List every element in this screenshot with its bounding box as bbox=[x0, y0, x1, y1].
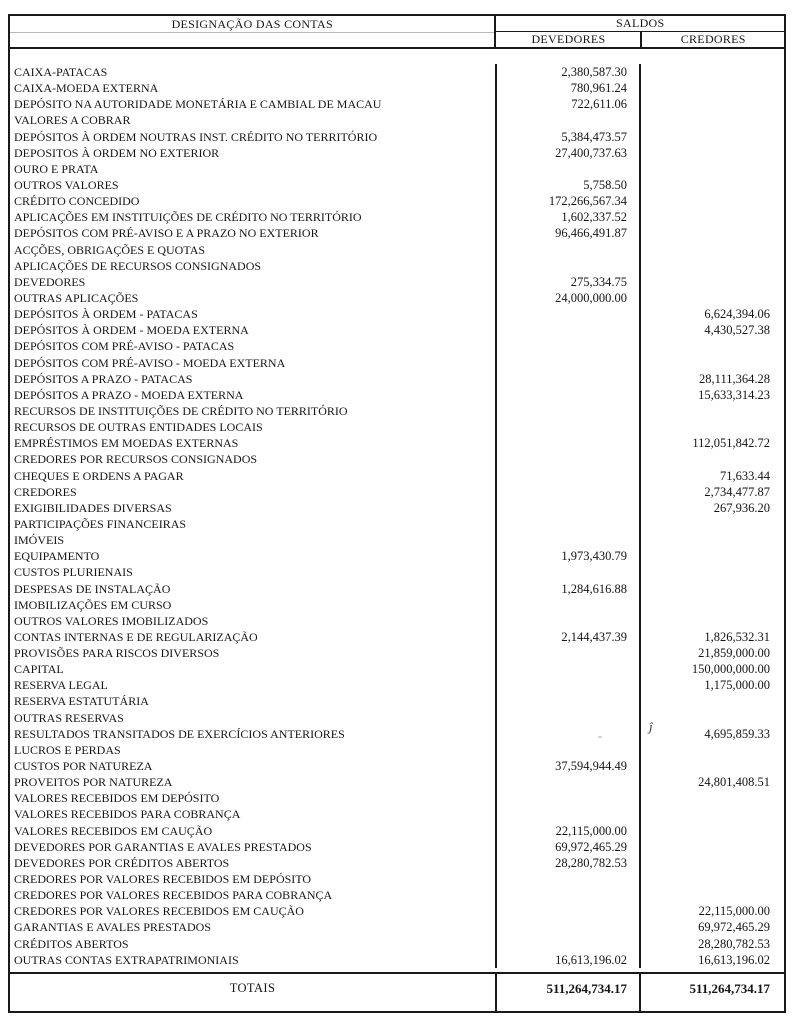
devedores-value bbox=[497, 806, 641, 822]
table-row bbox=[10, 274, 784, 290]
table-row bbox=[10, 468, 784, 484]
credores-value bbox=[641, 839, 784, 855]
account-label: RESERVA ESTATUTÁRIA bbox=[10, 693, 497, 709]
table-row bbox=[10, 758, 784, 774]
account-label: OUTRAS APLICAÇÕES bbox=[10, 290, 497, 306]
table-row bbox=[10, 693, 784, 709]
account-label: DEPÓSITOS A PRAZO - MOEDA EXTERNA bbox=[10, 387, 497, 403]
account-label: EXIGIBILIDADES DIVERSAS bbox=[10, 500, 497, 516]
credores-value bbox=[641, 274, 784, 290]
devedores-value bbox=[497, 710, 641, 726]
devedores-value: 24,000,000.00 bbox=[497, 290, 641, 306]
devedores-value bbox=[497, 903, 641, 919]
table-row bbox=[10, 177, 784, 193]
credores-value bbox=[641, 532, 784, 548]
account-label: DEPÓSITO NA AUTORIDADE MONETÁRIA E CAMBIAL DE MACAU bbox=[10, 96, 497, 112]
credores-value: 267,936.20 bbox=[713, 500, 770, 515]
table-row bbox=[10, 371, 784, 387]
devedores-value: 5,384,473.57 bbox=[497, 129, 641, 145]
account-label: EMPRÉSTIMOS EM MOEDAS EXTERNAS bbox=[10, 435, 497, 451]
account-label: CHEQUES E ORDENS A PAGAR bbox=[10, 468, 497, 484]
devedores-value: 1,284,616.88 bbox=[497, 581, 641, 597]
devedores-value: 2,380,587.30 bbox=[497, 64, 641, 80]
credores-value bbox=[641, 887, 784, 903]
devedores-value: 5,758.50 bbox=[497, 177, 641, 193]
account-label: APLICAÇÕES EM INSTITUIÇÕES DE CRÉDITO NO TERRITÓRIO bbox=[10, 209, 497, 225]
devedores-value: 172,266,567.34 bbox=[497, 193, 641, 209]
credores-value: 28,280,782.53 bbox=[698, 936, 770, 951]
account-label: RECURSOS DE OUTRAS ENTIDADES LOCAIS bbox=[10, 419, 497, 435]
devedores-value: 1,602,337.52 bbox=[497, 209, 641, 225]
credores-value bbox=[641, 758, 784, 774]
credores-value: 28,111,364.28 bbox=[699, 371, 770, 386]
table-row bbox=[10, 710, 784, 726]
devedores-value: 2,144,437.39 bbox=[497, 629, 641, 645]
account-label: VALORES RECEBIDOS EM CAUÇÃO bbox=[10, 823, 497, 839]
account-label: DEPÓSITOS À ORDEM - PATACAS bbox=[10, 306, 497, 322]
devedores-value bbox=[497, 516, 641, 532]
credores-value bbox=[641, 742, 784, 758]
table-row bbox=[10, 855, 784, 871]
credores-value bbox=[641, 193, 784, 209]
scan-artifact-mark: ĵ bbox=[649, 719, 653, 734]
devedores-value bbox=[497, 887, 641, 903]
credores-value bbox=[641, 790, 784, 806]
totals-credores-value: 511,264,734.17 bbox=[689, 981, 770, 996]
devedores-value bbox=[497, 936, 641, 952]
table-row bbox=[10, 806, 784, 822]
credores-value bbox=[641, 225, 784, 241]
credores-value bbox=[641, 242, 784, 258]
table-row bbox=[10, 823, 784, 839]
devedores-value bbox=[497, 306, 641, 322]
credores-value bbox=[641, 871, 784, 887]
table-row bbox=[10, 597, 784, 613]
devedores-value bbox=[497, 774, 641, 790]
credores-value: 2,734,477.87 bbox=[704, 484, 770, 499]
credores-value bbox=[641, 516, 784, 532]
devedores-value bbox=[497, 661, 641, 677]
account-label: DEPÓSITOS À ORDEM - MOEDA EXTERNA bbox=[10, 322, 497, 338]
table-row bbox=[10, 500, 784, 516]
account-label: APLICAÇÕES DE RECURSOS CONSIGNADOS bbox=[10, 258, 497, 274]
devedores-value bbox=[497, 403, 641, 419]
header-designacao-das-contas: DESIGNAÇÃO DAS CONTAS bbox=[10, 16, 496, 47]
table-row bbox=[10, 516, 784, 532]
table-row bbox=[10, 564, 784, 580]
scan-artifact-dash: - bbox=[598, 729, 602, 743]
credores-value bbox=[641, 96, 784, 112]
devedores-value bbox=[497, 451, 641, 467]
devedores-value: 69,972,465.29 bbox=[497, 839, 641, 855]
devedores-value bbox=[497, 645, 641, 661]
table-row bbox=[10, 322, 784, 338]
credores-value bbox=[641, 338, 784, 354]
devedores-value bbox=[497, 742, 641, 758]
table-row bbox=[10, 613, 784, 629]
credores-value bbox=[641, 855, 784, 871]
account-label: OUTROS VALORES IMOBILIZADOS bbox=[10, 613, 497, 629]
credores-value: 4,430,527.38 bbox=[704, 323, 770, 338]
credores-value bbox=[641, 177, 784, 193]
devedores-value bbox=[497, 322, 641, 338]
account-label: CAIXA-MOEDA EXTERNA bbox=[10, 80, 497, 96]
table-row bbox=[10, 839, 784, 855]
table-row bbox=[10, 80, 784, 96]
credores-value: 22,115,000.00 bbox=[698, 904, 770, 919]
table-row bbox=[10, 451, 784, 467]
account-label: CRÉDITO CONCEDIDO bbox=[10, 193, 497, 209]
devedores-value: 780,961.24 bbox=[497, 80, 641, 96]
account-label: IMÓVEIS bbox=[10, 532, 497, 548]
devedores-value bbox=[497, 500, 641, 516]
account-label: RECURSOS DE INSTITUIÇÕES DE CRÉDITO NO TERRITÓRIO bbox=[10, 403, 497, 419]
table-header bbox=[10, 16, 784, 49]
devedores-value bbox=[497, 726, 641, 742]
credores-value: 71,633.44 bbox=[720, 468, 770, 483]
devedores-value: 275,334.75 bbox=[497, 274, 641, 290]
credores-value bbox=[641, 145, 784, 161]
credores-value: 150,000,000.00 bbox=[691, 662, 770, 677]
table-row bbox=[10, 677, 784, 693]
account-label: CUSTOS PLURIENAIS bbox=[10, 564, 497, 580]
account-label: LUCROS E PERDAS bbox=[10, 742, 497, 758]
table-row bbox=[10, 548, 784, 564]
credores-value bbox=[641, 548, 784, 564]
account-label: DEVEDORES POR GARANTIAS E AVALES PRESTADOS bbox=[10, 839, 497, 855]
credores-value bbox=[641, 290, 784, 306]
credores-value bbox=[641, 209, 784, 225]
table-row bbox=[10, 790, 784, 806]
account-label: CREDORES POR VALORES RECEBIDOS EM CAUÇÃO bbox=[10, 903, 497, 919]
totals-label: TOTAIS bbox=[10, 974, 497, 1011]
devedores-value bbox=[497, 919, 641, 935]
credores-value bbox=[641, 129, 784, 145]
table-row bbox=[10, 435, 784, 451]
account-label: GARANTIAS E AVALES PRESTADOS bbox=[10, 919, 497, 935]
table-row bbox=[10, 887, 784, 903]
table-row bbox=[10, 64, 784, 80]
devedores-value: 16,613,196.02 bbox=[497, 952, 641, 968]
table-row bbox=[10, 145, 784, 161]
account-label: CAIXA-PATACAS bbox=[10, 64, 497, 80]
header-credores: CREDORES bbox=[680, 32, 746, 46]
table-row bbox=[10, 403, 784, 419]
devedores-value bbox=[497, 597, 641, 613]
devedores-value: 27,400,737.63 bbox=[497, 145, 641, 161]
table-row bbox=[10, 774, 784, 790]
header-saldos-subcolumns bbox=[496, 32, 784, 47]
account-label: OUTROS VALORES bbox=[10, 177, 497, 193]
devedores-value bbox=[497, 613, 641, 629]
account-label: DEPÓSITOS COM PRÉ-AVISO - MOEDA EXTERNA bbox=[10, 355, 497, 371]
account-label: PROVEITOS POR NATUREZA bbox=[10, 774, 497, 790]
table-row bbox=[10, 919, 784, 935]
table-row bbox=[10, 936, 784, 952]
credores-value: 15,633,314.23 bbox=[698, 387, 770, 402]
devedores-value bbox=[497, 532, 641, 548]
account-label: VALORES A COBRAR bbox=[10, 112, 497, 128]
devedores-value bbox=[497, 468, 641, 484]
credores-value bbox=[641, 581, 784, 597]
devedores-value: 28,280,782.53 bbox=[497, 855, 641, 871]
account-label: PROVISÕES PARA RISCOS DIVERSOS bbox=[10, 645, 497, 661]
totals-devedores-value: 511,264,734.17 bbox=[497, 974, 641, 1011]
account-label: RESERVA LEGAL bbox=[10, 677, 497, 693]
credores-value bbox=[641, 112, 784, 128]
table-row bbox=[10, 742, 784, 758]
devedores-value bbox=[497, 387, 641, 403]
account-label: VALORES RECEBIDOS PARA COBRANÇA bbox=[10, 806, 497, 822]
credores-value bbox=[641, 80, 784, 96]
devedores-value bbox=[497, 338, 641, 354]
account-label: RESULTADOS TRANSITADOS DE EXERCÍCIOS ANTERIORES bbox=[10, 726, 497, 742]
credores-value bbox=[641, 419, 784, 435]
account-label: EQUIPAMENTO bbox=[10, 548, 497, 564]
table-row bbox=[10, 209, 784, 225]
table-row bbox=[10, 903, 784, 919]
credores-value bbox=[641, 613, 784, 629]
totals-row bbox=[10, 972, 784, 1011]
table-row bbox=[10, 193, 784, 209]
table-row bbox=[10, 225, 784, 241]
credores-value: 16,613,196.02 bbox=[698, 952, 770, 967]
credores-value: 21,859,000.00 bbox=[698, 646, 770, 661]
credores-value bbox=[641, 564, 784, 580]
table-row bbox=[10, 871, 784, 887]
account-label: ACÇÕES, OBRIGAÇÕES E QUOTAS bbox=[10, 242, 497, 258]
account-label: CONTAS INTERNAS E DE REGULARIZAÇÃO bbox=[10, 629, 497, 645]
header-saldos: SALDOS bbox=[496, 16, 784, 32]
account-label: OURO E PRATA bbox=[10, 161, 497, 177]
devedores-value: 722,611.06 bbox=[497, 96, 641, 112]
credores-value: 24,801,408.51 bbox=[698, 775, 770, 790]
account-label: CREDORES POR RECURSOS CONSIGNADOS bbox=[10, 451, 497, 467]
credores-value: 6,624,394.06 bbox=[704, 307, 770, 322]
devedores-value bbox=[497, 161, 641, 177]
devedores-value bbox=[497, 112, 641, 128]
credores-value bbox=[641, 258, 784, 274]
credores-value: 1,175,000.00 bbox=[704, 678, 770, 693]
table-row bbox=[10, 306, 784, 322]
credores-value bbox=[641, 710, 784, 726]
table-row bbox=[10, 355, 784, 371]
table-row bbox=[10, 484, 784, 500]
devedores-value bbox=[497, 871, 641, 887]
header-devedores: DEVEDORES bbox=[496, 32, 642, 47]
account-label: OUTRAS RESERVAS bbox=[10, 710, 497, 726]
account-label: PARTICIPAÇÕES FINANCEIRAS bbox=[10, 516, 497, 532]
table-row bbox=[10, 645, 784, 661]
devedores-value bbox=[497, 419, 641, 435]
table-row bbox=[10, 387, 784, 403]
devedores-value bbox=[497, 371, 641, 387]
credores-value bbox=[641, 161, 784, 177]
devedores-value: 22,115,000.00 bbox=[497, 823, 641, 839]
credores-value bbox=[641, 403, 784, 419]
devedores-value bbox=[497, 258, 641, 274]
account-label: DEPOSITOS À ORDEM NO EXTERIOR bbox=[10, 145, 497, 161]
table-row bbox=[10, 112, 784, 128]
devedores-value bbox=[497, 355, 641, 371]
credores-value bbox=[641, 64, 784, 80]
account-label: DEPÓSITOS À ORDEM NOUTRAS INST. CRÉDITO NO TERRITÓRIO bbox=[10, 129, 497, 145]
credores-value bbox=[641, 693, 784, 709]
table-row bbox=[10, 661, 784, 677]
credores-value bbox=[641, 597, 784, 613]
account-label: CRÉDITOS ABERTOS bbox=[10, 936, 497, 952]
account-label: DEVEDORES POR CRÉDITOS ABERTOS bbox=[10, 855, 497, 871]
credores-value: 1,826,532.31 bbox=[704, 629, 770, 644]
credores-value: 69,972,465.29 bbox=[698, 920, 770, 935]
devedores-value bbox=[497, 242, 641, 258]
credores-value: 112,051,842.72 bbox=[692, 436, 770, 451]
table-row bbox=[10, 242, 784, 258]
header-saldos-group bbox=[496, 16, 784, 47]
table-row bbox=[10, 290, 784, 306]
table-row bbox=[10, 629, 784, 645]
devedores-value bbox=[497, 435, 641, 451]
table-row bbox=[10, 952, 784, 968]
devedores-value bbox=[497, 677, 641, 693]
table-row bbox=[10, 419, 784, 435]
account-label: OUTRAS CONTAS EXTRAPATRIMONIAIS bbox=[10, 952, 497, 968]
devedores-value: 96,466,491.87 bbox=[497, 225, 641, 241]
devedores-value: 37,594,944.49 bbox=[497, 758, 641, 774]
devedores-value bbox=[497, 484, 641, 500]
credores-value: 4,695,859.33 bbox=[704, 726, 770, 741]
account-label: DEVEDORES bbox=[10, 274, 497, 290]
account-label: DEPÓSITOS COM PRÉ-AVISO - PATACAS bbox=[10, 338, 497, 354]
table-row bbox=[10, 581, 784, 597]
account-label: CUSTOS POR NATUREZA bbox=[10, 758, 497, 774]
trial-balance-table bbox=[8, 14, 786, 1013]
devedores-value bbox=[497, 564, 641, 580]
table-row bbox=[10, 726, 784, 742]
devedores-value: 1,973,430.79 bbox=[497, 548, 641, 564]
credores-value bbox=[641, 823, 784, 839]
account-label: CREDORES POR VALORES RECEBIDOS PARA COBRANÇA bbox=[10, 887, 497, 903]
devedores-value bbox=[497, 693, 641, 709]
account-label: IMOBILIZAÇÕES EM CURSO bbox=[10, 597, 497, 613]
table-row bbox=[10, 161, 784, 177]
table-row bbox=[10, 338, 784, 354]
account-label: CREDORES bbox=[10, 484, 497, 500]
table-body bbox=[10, 49, 784, 972]
credores-value bbox=[641, 806, 784, 822]
account-label: CREDORES POR VALORES RECEBIDOS EM DEPÓSITO bbox=[10, 871, 497, 887]
table-row bbox=[10, 129, 784, 145]
account-label: DEPÓSITOS A PRAZO - PATACAS bbox=[10, 371, 497, 387]
account-label: CAPITAL bbox=[10, 661, 497, 677]
credores-value bbox=[641, 451, 784, 467]
credores-value bbox=[641, 355, 784, 371]
table-row bbox=[10, 532, 784, 548]
account-label: DEPÓSITOS COM PRÉ-AVISO E A PRAZO NO EXTERIOR bbox=[10, 225, 497, 241]
devedores-value bbox=[497, 790, 641, 806]
account-label: VALORES RECEBIDOS EM DEPÓSITO bbox=[10, 790, 497, 806]
table-row bbox=[10, 96, 784, 112]
table-row bbox=[10, 258, 784, 274]
account-label: DESPESAS DE INSTALAÇÃO bbox=[10, 581, 497, 597]
